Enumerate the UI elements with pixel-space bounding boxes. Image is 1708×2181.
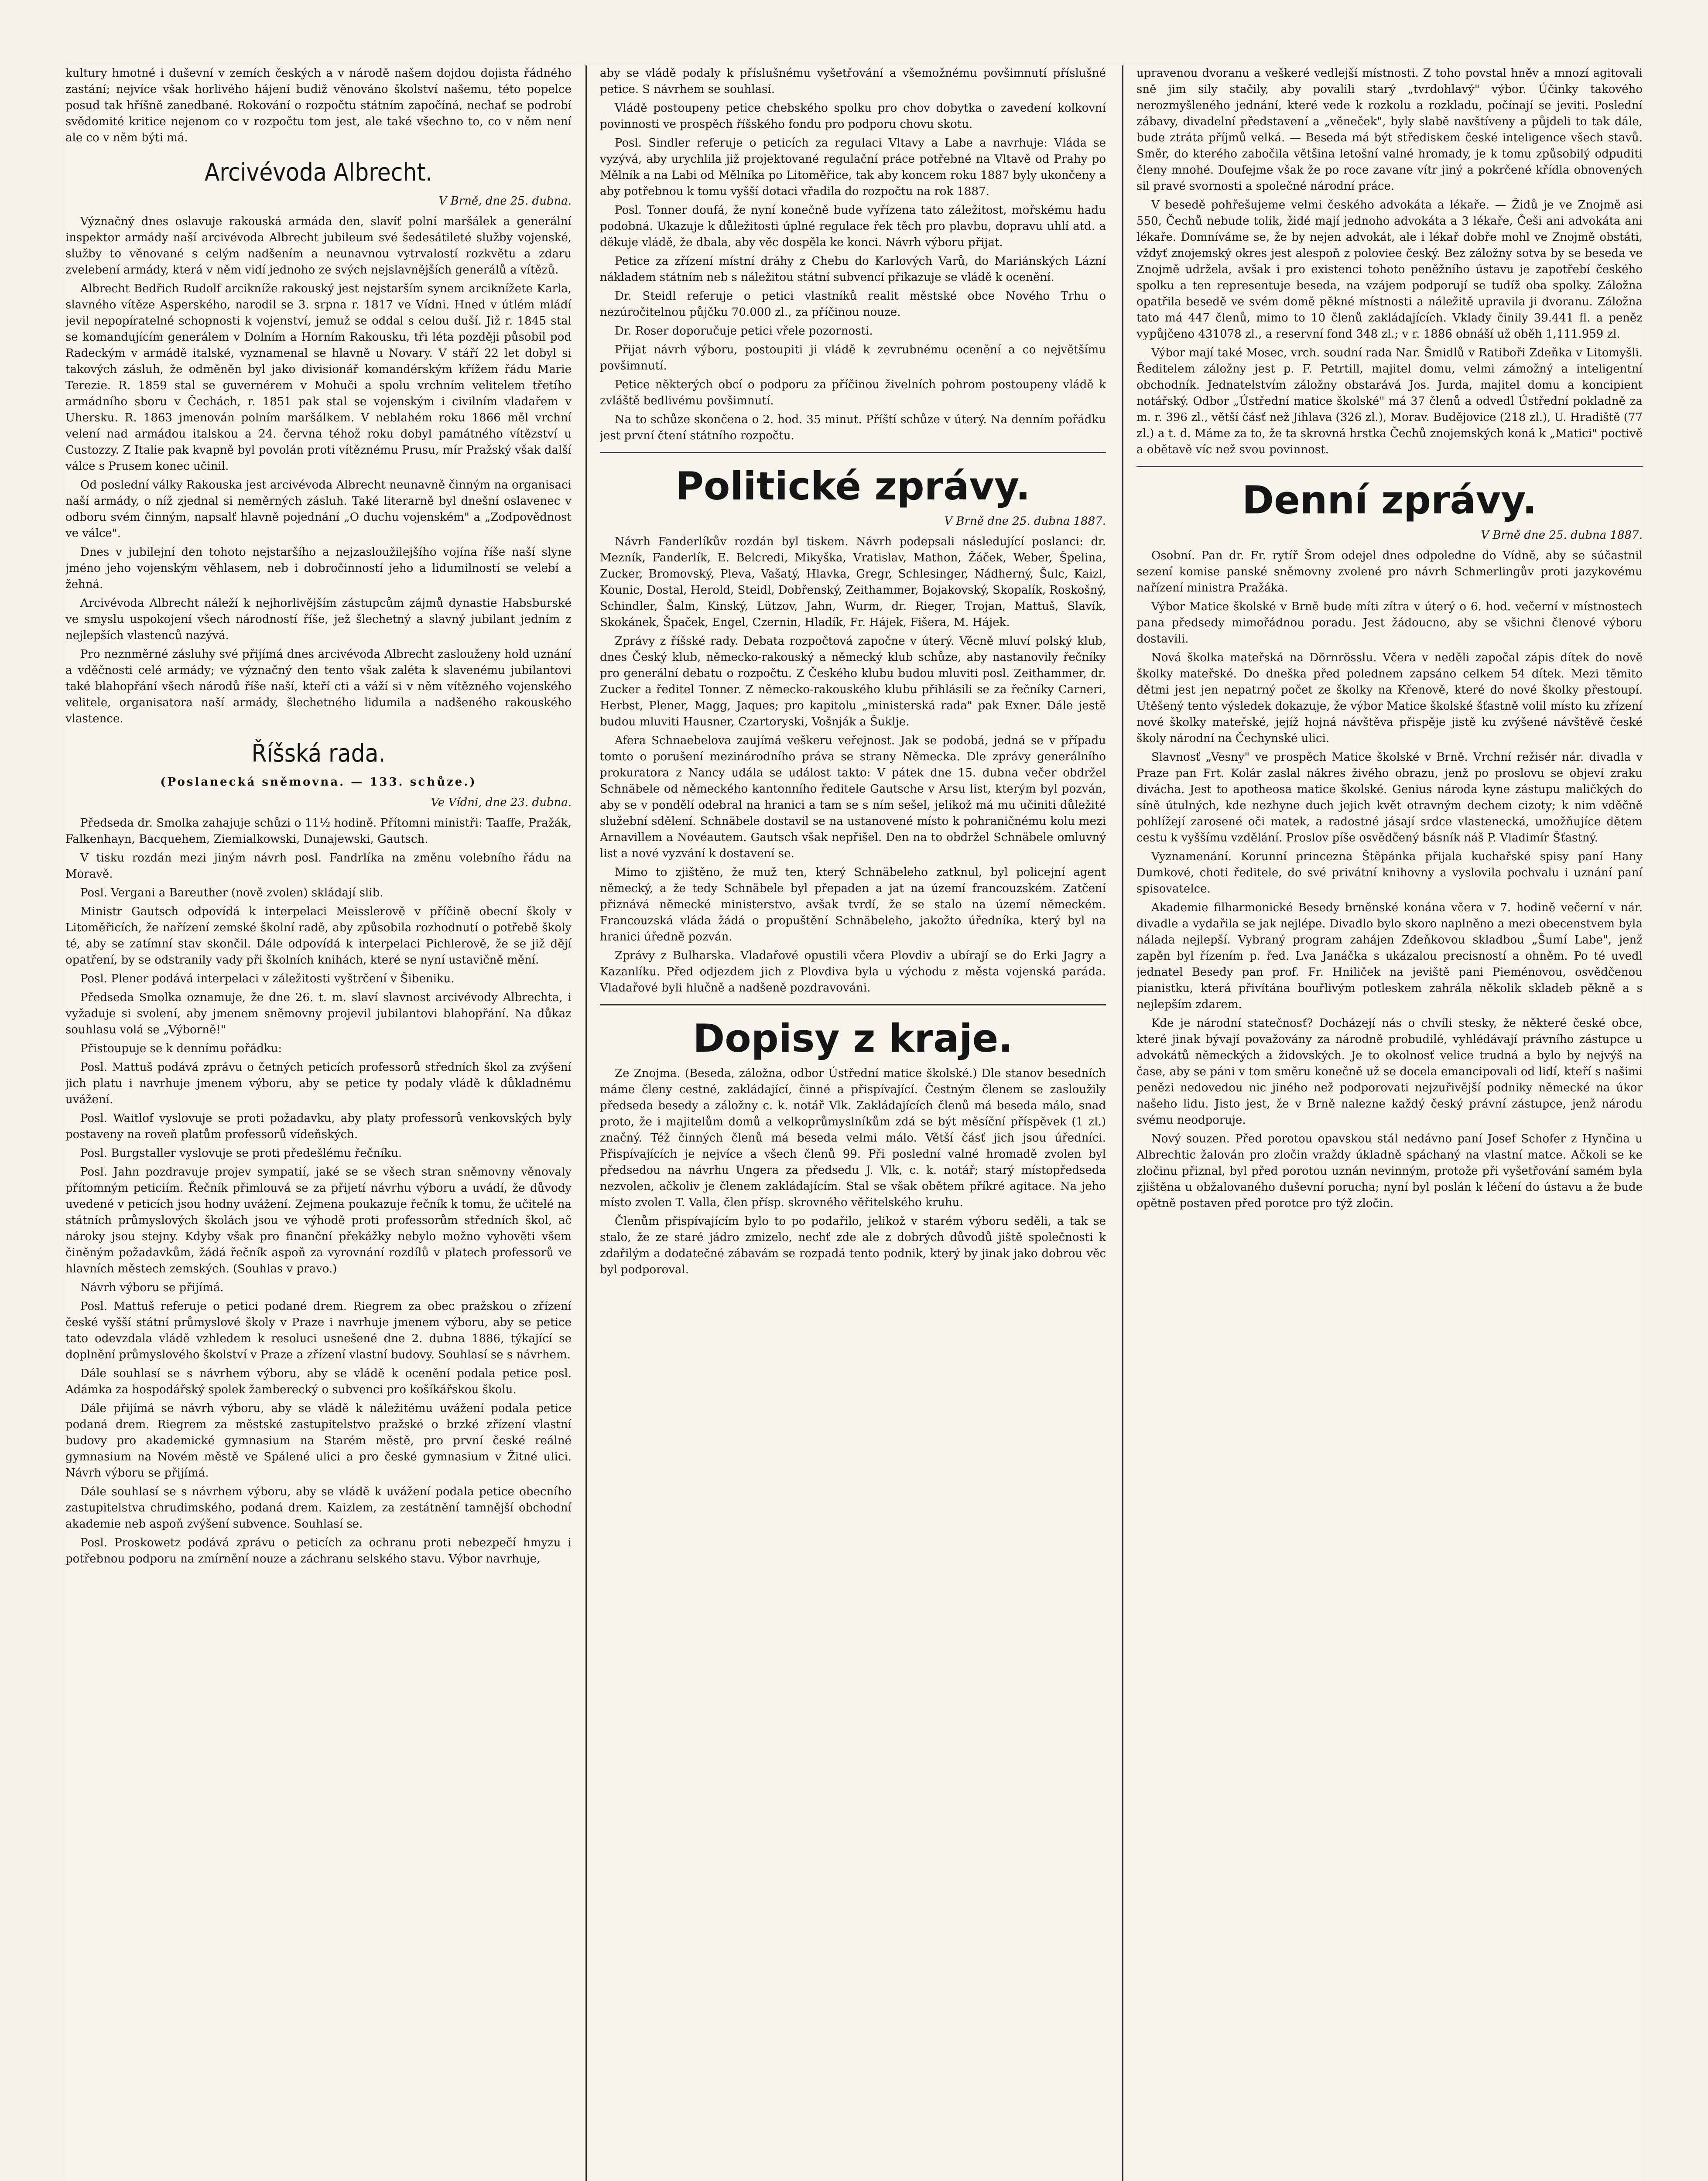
- paragraph: Přistoupuje se k dennímu pořádku:: [80, 1042, 282, 1055]
- paragraph: Návrh výboru se přijímá.: [80, 1281, 224, 1294]
- paragraph: aby se vládě podaly k příslušnému vyšetřování a všemožnému povšimnutí příslušné petice. S návrhem se souhlasí.: [600, 67, 1106, 96]
- paragraph: Posl. Vergani a Bareuther (nově zvolen) skládají slib.: [80, 886, 383, 899]
- paragraph: Posl. Tonner doufá, že nyní konečně bude vyřízena tato záležitost, mořskému hadu podobná. Ukazuje k důležitosti úplné regulace řek těch pro plavbu, dopravu uhlí atd. a děkuje vládě, že dbala, aby věc dospěla ke konci. Návrh výboru přijat.: [600, 204, 1106, 249]
- paragraph: Dále přijímá se návrh výboru, aby se vládě k náležitému uvážení podala petice podaná drem. Riegrem za městské zastupitelstvo pražské o brzké zřízení vlastní budovy pro akademické gymnasium na Starém městě, pro první české reálné gymnasium na Novém městě ve Spálené ulici a pro české gymnasium v Žitné ulici. Návrh výboru se přijímá.: [65, 1402, 572, 1480]
- column-rule: [1122, 65, 1123, 2181]
- paragraph: Od poslední války Rakouska jest arcivévoda Albrecht neunavně činným na organisaci naší armády, o níž zjednal si neměrných zásluh. Také literarně byl dnešní oslavenec v odboru svém činným, napsalť hlavně pojednání „O duchu vojenském" a „Zodpovědnost ve válce".: [65, 479, 572, 540]
- paragraph: Vládě postoupeny petice chebského spolku pro chov dobytka o zavedení kolkovní povinnosti ve prospěch říšského fondu pro podporu chovu skotu.: [600, 102, 1106, 131]
- left-column: [65, 65, 572, 2181]
- paragraph: Posl. Proskowetz podává zprávu o peticích za ochranu proti nebezpečí hmyzu i potřebnou podporu na zmírnění nouze a záchranu selského stavu. Výbor navrhuje,: [65, 1536, 572, 1566]
- section-divider: [1136, 466, 1643, 467]
- paragraph: V tisku rozdán mezi jiným návrh posl. Fandrlíka na změnu volebního řádu na Moravě.: [65, 851, 572, 881]
- right-column: [1136, 65, 1643, 2181]
- paragraph: Dále souhlasí se s návrhem výboru, aby se vládě k ocenění podala petice posl. Adámka za hospodářský spolek žamberecký o subvenci pro košíkářskou školu.: [65, 1367, 572, 1396]
- column-rule: [585, 65, 587, 2181]
- paragraph: Mimo to zjištěno, že muž ten, který Schnäbeleho zatknul, byl policejní agent německý, a že tedy Schnäbele byl přepaden a jat na území francouzském. Zatčení přiznává německé ministerstvo, avšak tvrdí, že se stalo na území německém. Francouzská vláda žádá o propuštění Schnäbeleho, jakožto úředníka, který byl na hranici úředně pozván.: [600, 866, 1106, 944]
- dateline: V Brně dne 25. dubna 1887.: [944, 515, 1106, 528]
- paragraph: Posl. Waitlof vyslovuje se proti požadavku, aby platy professorů venkovských byly postaveny na roveň platům professorů vídeňských.: [65, 1112, 572, 1141]
- newspaper-page: [65, 65, 1643, 2181]
- paragraph: Vyznamenání. Korunní princezna Štěpánka přijala kuchařské spisy paní Hany Dumkové, choti ředitele, do své privátní knihovny a vyslovila pochvalu i uznání paní spisovatelce.: [1136, 850, 1643, 896]
- paragraph: Pro neznměrné zásluhy své přijímá dnes arcivévoda Albrecht zaslouženy hold uznání a vděčnosti celé armády; ve význačný den tento však zaléta k slavenému jubilantovi také blahopřání všech národů říše naší, kteří cti a váží si v něm vítězného vojenského velitele, organisatora naší armády, šlechetného lidumila a nadšeného rakouského vlastence.: [65, 648, 572, 725]
- article-continuation: kultury hmotné i duševní v zemích českých a v národě našem dojdou dojista řádného zastání; nejvíce však horlivého hájení budiž věnováno školství našemu, této popelce posud tak hříšně zanedbané. Rokování o rozpočtu státním započíná, nechať se podrobí svědomité kritice nejenom co v rozpočtu tom jest, ale také všechno to, co v něm není ale co v něm býti má.: [65, 67, 572, 144]
- paragraph: Posl. Plener podává interpelaci v záležitosti vyštrčení v Šibeniku.: [80, 972, 455, 985]
- paragraph: Kde je národní statečnosť? Docházejí nás o chvíli stesky, že některé české obce, které jinak bývají považovány za národně probudilé, vyhlédávají právního zástupce u advokátů německých a židovských. Je to okolnosť velice trudná a bylo by nejvýš na čase, aby se páni v tom směru konečně už se docela emancipovali od lidí, kteří s našimi penězi nedovedou nic jiného než podporovati nejzuřivější podniky německé na úkor našeho lidu. Jisto jest, že v Brně nalezne každý český právní zástupce, jenž národu svému neodporuje.: [1136, 1017, 1643, 1127]
- paragraph: Afera Schnaebelova zaujímá veškeru veřejnost. Jak se podobá, jedná se v případu tomto o porušení mezinárodního práva se strany Německa. Dle zprávy generálního prokuratora z Nancy udála se událost takto: V pátek dne 15. dubna večer obdržel Schnäbele od německého kantonního ředitele Gautsche v Arsu list, kterým byl pozván, aby se v pondělí odebral na hranici a tam se s ním sešel, jelikož má mu učiniti důležité služební sdělení. Schnäbele dostavil se na ustanovené místo k pohraničnému kolu mezi Arnavillem a Novéautem. Gautsch však nepřišel. Den na to obdržel Schnäbele omluvný list a nové vyzvání k dostavení se.: [600, 734, 1106, 860]
- section-divider: [600, 452, 1106, 453]
- dateline: V Brně, dne 25. dubna.: [438, 195, 572, 208]
- paragraph: Arcivévoda Albrecht náleží k nejhorlivějším zástupcům zájmů dynastie Habsburské ve smyslu uspokojení všech národností říše, jež šlechetný a slavný jubilant jedním z nejlepších vlastenců nazývá.: [65, 597, 572, 642]
- article-subtitle: (Poslanecká sněmovna. — 133. schůze.): [160, 776, 477, 789]
- paragraph: Dr. Steidl referuje o petici vlastníků realit městské obce Nového Trhu o nezúročitelnou půjčku 70.000 zl., za příčinou nouze.: [600, 290, 1106, 319]
- paragraph: Slavnosť „Vesny" ve prospěch Matice školské v Brně. Vrchní režisér nár. divadla v Praze pan Frt. Kolár zaslal nákres živého obrazu, jenž po proslovu se objeví zraku divácha. Jest to apotheosa matice školské. Genius národa kyne zástupu maličkých do síně útulných, kde nezhyne duch jejich květ otravným dechem cizoty; k nim vděčně pohlížejí zarosené oči matek, a radostné jásají srdce vlastenecká, umožňujíce dětem cestu k vyššímu vzdělání. Proslov píše osvědčený básník náš P. Vladimír Šťastný.: [1136, 751, 1643, 844]
- article-title: Arcivévoda Albrecht.: [204, 158, 433, 187]
- paragraph: Osobní. Pan dr. Fr. rytíř Šrom odejel dnes odpoledne do Vídně, aby se súčastnil sezení komise panské sněmovny zvolené pro návrh Schmerlingův proti jazykovému nařízení ministra Pražáka.: [1136, 549, 1643, 595]
- paragraph: Ministr Gautsch odpovídá k interpelaci Meisslerově v příčině obecní školy v Litoměřicích, že nařízení zemské školní radě, aby způsobila rozhodnutí o potřebě školy té, aby se zatímní stav skončil. Dále odpovídá k interpelaci Pichlerově, že se již dějí opatření, by se odstranily vady při školních knihách, které se nyní ustavičně mění.: [65, 905, 572, 967]
- paragraph: Dnes v jubilejní den tohoto nejstaršího a nejzasloužilejšího vojína říše naší slyne jméno jeho vojenským věhlasem, neb i dobročinností jeho a lidumilností se velebí a žehná.: [65, 546, 572, 591]
- paragraph: Členům přispívajícím bylo to po podařilo, jelikož v starém výboru seděli, a tak se stalo, že ze staré jádro zmizelo, nechť zde ale z dobrých důvodů jiště společnosti k zdařilým a dodatečné zábavám se rozpadá tento podnik, který by jinak jako dobrou věc byl podporoval.: [600, 1215, 1106, 1276]
- paragraph: Návrh Fanderlíkův rozdán byl tiskem. Návrh podepsali následující poslanci: dr. Mezník, Fanderlík, E. Belcredi, Mikyška, Vratislav, Mathon, Žáček, Weber, Špelina, Zucker, Bromovský, Pleva, Vašatý, Hlavka, Gregr, Schlesinger, Nádherný, Šulc, Kaizl, Kounic, Dostal, Herold, Steidl, Dobřenský, Zeithammer, Bojakovský, Skopalík, Roskošný, Schindler, Šalm, Kinský, Lützov, Jahn, Wurm, dr. Rieger, Trojan, Mattuš, Slavík, Skokánek, Špaček, Engel, Czernin, Hladík, Fr. Hájek, Fišera, M. Hájek.: [600, 535, 1106, 629]
- paragraph: Posl. Mattuš podává zprávu o četných peticích professorů středních škol za zvýšení jich platu i navrhuje jmenem výboru, aby se petice ty podaly vládě k důkladnému uvážení.: [65, 1061, 572, 1106]
- section-divider: [600, 1004, 1106, 1005]
- section-title: Dopisy z kraje.: [693, 1016, 1013, 1061]
- section-title: Politické zprávy.: [675, 464, 1030, 509]
- paragraph: Dr. Roser doporučuje petici vřele pozornosti.: [615, 325, 873, 338]
- paragraph: Význačný dnes oslavuje rakouská armáda den, slavíť polní maršálek a generální inspektor armády naší arcivévoda Albrecht jubileum své šedesátileté služby vojenské, služby to věnované s celým nadšením a neunavnou vytrvalostí rozkvětu a zdaru zvelebení armády, která v něm vidí jednoho ze svých nejslavnějších generálů a vítězů.: [65, 215, 572, 277]
- dateline: Ve Vídni, dne 23. dubna.: [431, 796, 572, 809]
- paragraph: Zprávy z říšské rady. Debata rozpočtová započne v úterý. Věcně mluví polský klub, dnes Český klub, německo-rakouský a německý klub schůze, aby nastanovily řečníky pro generální debatu o rozpočtu. Z Českého klubu budou mluviti posl. Zeithammer, dr. Zucker a ředitel Tonner. Z německo-rakouského klubu přihlásili se za řečníky Carneri, Herbst, Plener, Magg, Jaques; pro kapitolu „ministerská rada" pak Exner. Dále jestě budou mluviti Hausner, Czartoryski, Vošnják a Šuklje.: [600, 635, 1106, 728]
- paragraph: Výbor Matice školské v Brně bude míti zítra v úterý o 6. hod. večerní v místnostech pana předsedy mimořádnou poradu. Jest žádoucno, aby se všichni členové výboru dostavili.: [1136, 600, 1643, 646]
- article-title: Říšská rada.: [251, 739, 386, 768]
- paragraph: Akademie filharmonické Besedy brněnské konána včera v 7. hodině večerní v nár. divadle a vydařila se jak nejlépe. Divadlo bylo skoro naplněno a mezi obecenstvem byla nálada nejlepší. Vybraný program zahájen Zdeňkovou skladbou „Šumí Labe", jenž zapěn byl řízením p. řed. Lva Janáčka s ukázalou precisností a ohněm. Po té uvedl jednatel Besedy pan prof. Fr. Hniliček na jeviště pani Pieménovou, osvědčenou pianistku, která přivítána bouřlivým potleskem zahrála několik skladeb pěkně a s nejlepším zdarem.: [1136, 901, 1643, 1011]
- paragraph: Přijat návrh výboru, postoupiti ji vládě k zevrubnému ocenění a co největšímu povšimnutí.: [600, 343, 1106, 373]
- paragraph: Petice některých obcí o podporu za příčinou živelních pohrom postoupeny vládě k zvláště bedlivému povšimnutí.: [600, 378, 1106, 407]
- paragraph: Nový souzen. Před porotou opavskou stál nedávno paní Josef Schofer z Hynčina u Albrechtic žalován pro zločin vraždy úkladně spáchaný na vlastní matce. Ačkoli se ke zločinu přiznal, byl před porotou uznán nevinným, protože při vyšetřování samém byla zjištěna u obžalovaného duševní porucha; nyní byl poslán k léčení do ústavu a že bude opětně postaven před porotce pro týž zločin.: [1136, 1132, 1643, 1210]
- middle-column: [600, 65, 1106, 2181]
- section-title: Denní zprávy.: [1242, 478, 1537, 523]
- paragraph: Posl. Burgstaller vyslovuje se proti předešlému řečníku.: [80, 1147, 402, 1160]
- paragraph: Předseda dr. Smolka zahajuje schůzi o 11½ hodině. Přítomni ministři: Taaffe, Pražák, Falkenhayn, Bacquehem, Ziemialkowski, Dunajewski, Gautsch.: [65, 817, 572, 846]
- paragraph: Posl. Mattuš referuje o petici podané drem. Riegrem za obec pražskou o zřízení české vyšší státní průmyslové školy v Praze i navrhuje jmenem výboru, aby se petice tato odevzdala vládě vzhledem k resoluci usnešené dne 2. dubna 1886, týkající se doplnění průmyslového školství v Praze a zřízení vlastní budovy. Souhlasí se s návrhem.: [65, 1300, 572, 1361]
- paragraph: V besedě pohřešujeme velmi českého advokáta a lékaře. — Židů je ve Znojmě asi 550, Čechů nebude tolik, židé mají jednoho advokáta a 3 lékaře, Češi ani advokáta ani lékaře. Domníváme se, že by nejen advokát, ale i lékař dobře mohl ve Znojmě obstáti, vždyť znojemský okres jest alespoň z poloviee český. Bez záložny sotva by se beseda ve Znojmě udržela, avšak i pro existenci tohoto peněžního ústavu je zapotřebí českého spolku a ten representuje beseda, na vzájem podporují se tudíž oba spolky. Záložna opatřila besedě ve svém domě pěkné místnosti a náležitě upravila ji dvoranu. Záložna tato má 447 členů, mimo to 10 členů zakládajících. Vklady činily 39.441 fl. a peněz vypůjčeno 431078 zl., a reservní fond 348 zl.; v r. 1886 obnáší už oběh 1,111.959 zl.: [1136, 198, 1643, 341]
- paragraph: Předseda Smolka oznamuje, že dne 26. t. m. slaví slavnost arcivévody Albrechta, i vyžaduje si svolení, aby jmenem sněmovny projevil jubilantovi blahopřání. Na důkaz souhlasu volá se „Výborně!": [65, 991, 572, 1036]
- paragraph: Posl. Sindler referuje o peticích za regulaci Vltavy a Labe a navrhuje: Vláda se vyzývá, aby urychlila již projektované regulační práce potřebné na Vltavě od Prahy po Mělník a na Labi od Mělníka po Litoměřice, tak aby koncem roku 1887 byly ukončeny a aby potřebnou k tomu vyšší dotaci vřadila do rozpočtu na rok 1887.: [600, 137, 1106, 198]
- paragraph: Zprávy z Bulharska. Vladařové opustili včera Plovdiv a ubírají se do Erki Jagry a Kazanlíku. Před odjezdem jich z Plovdiva byla u východu z města vojenská paráda. Vladařové byli hlučně a nadšeně pozdravováni.: [600, 949, 1106, 995]
- paragraph: Posl. Jahn pozdravuje projev sympatií, jaké se se všech stran sněmovny věnovaly přítomným peticiím. Řečník přimlouvá se za přijetí návrhu výboru a uvádí, že důvody uvedené v peticích jsou hodny uvážení. Zejmena poukazuje řečník k tomu, že učitelé na státních průmyslových školách jsou ve výhodě proti professorům středních škol, ač nároky jsou stejny. Kdyby však pro finanční překážky nebylo možno vyhověti všem činěným požadavkům, žádá řečník aspoň za vyrovnání rozdílů v platech professorů ve hlavních městech zemských. (Souhlas v pravo.): [65, 1166, 572, 1275]
- paragraph: Na to schůze skončena o 2. hod. 35 minut. Příští schůze v úterý. Na denním pořádku jest první čtení státního rozpočtu.: [600, 413, 1106, 442]
- paragraph: Dále souhlasí se s návrhem výboru, aby se vládě k uvážení podala petice obecního zastupitelstva chrudimského, podaná drem. Kaizlem, za zestátnění tamnější obchodní akademie neb aspoň zvýšení subvence. Souhlasí se.: [65, 1485, 572, 1531]
- paragraph: upravenou dvoranu a veškeré vedlejší místnosti. Z toho povstal hněv a mnozí agitovali sně jim sily stačily, aby povalili starý „tvrdohlavý" výbor. Účinky takového nerozmyšleného jednání, které vede k rozkolu a rozkladu, počínají se jeviti. Poslední zábavy, divadelní představení a „věneček", byly slabě navštíveny a půjdeli to tak dále, bude ztráta příjmů velká. — Beseda má být střediskem české inteligence všech stavů. Směr, do kterého zabočila většina letošní valné hromady, je k tomu způsobilý odpuditi členy mnohé. Doufejme však že po roce zavane vítr jiný a pokrčené křídla obnovených sil pravé svornosti a společné národní práce.: [1136, 67, 1643, 193]
- paragraph: Ze Znojma. (Beseda, záložna, odbor Ústřední matice školské.) Dle stanov besedních máme členy cestné, zakládající, činné a přispívající. Čestným členem se zasloužily předseda besedy a záložny c. k. notář Vlk. Zakládajících členů má beseda málo, snad proto, že i majitelům domů a velkoprůmyslníkům zdá se být měsíční příspěvek (1 zl.) značný. Též činných členů má beseda velmi málo. Větší čásť jich jsou úředníci. Přispívajících je nejvíce a všech členů 99. Při poslední valné hromadě zvolen byl předsedou na návrhu Ungera za předsedu J. Vlk, c. k. notář; starý místopředseda nezvolen, ačkoliv je členem zakládajícím. Stal se však obětem příkré agitace. Na jeho místo zvolen T. Valla, člen přísp. skrovného věřitelského kruhu.: [600, 1067, 1106, 1209]
- dateline: V Brně dne 25. dubna 1887.: [1481, 529, 1643, 542]
- paragraph: Albrecht Bedřich Rudolf arcikníže rakouský jest nejstarším synem arciknížete Karla, slavného vítěze Asperského, narodil se 3. srpna r. 1817 ve Vídni. Hned v útlém mládí jevil nepopíratelné schopnosti k vojenství, jemuž se oddal s celou duší. Již r. 1845 stal se komandujícím generálem v Dolním a Horním Rakousku, tři léta později působil pod Radeckým v armádě italské, vyznamenal se hlavně u Novary. V stáří 22 let dobyl si takových zásluh, že odměněn byl jako divisionář komandérským křížem řádu Marie Terezie. R. 1859 stal se guvernérem v Mohuči a spolu vrchním velitelem třetího armádního sboru v Čechách, r. 1851 pak stal se vojenským i civilním vladařem v Uhersku. R. 1863 jmenován polním maršálkem. V neblahém roku 1866 měl vrchní velení nad armádou italskou a 24. června téhož roku dobyl památného vítězství u Custozzy. Z Italie pak kvapně byl povolán proti vítěznému Prusu, mír Pražský však další válce s Prusem konec učinil.: [65, 282, 572, 473]
- paragraph: Nová školka mateřská na Dörnrösslu. Včera v neděli započal zápis dítek do nově školky mateřské. Do dneška před polednem zapsáno celkem 54 dítek. Mezi těmito dětmi jest jen nepatrný počet ze školky na Křenově, které do nové školky přestoupí. Utěšený tento výsledek dokazuje, že výbor Matice školské šťastně volil místo ku zřízení nové školky mateřské, jejíž hojná návštěva přispěje jistě ku zvýšené návštěvě české školy národní na Čechynské ulici.: [1136, 651, 1643, 745]
- paragraph: Výbor mají také Mosec, vrch. soudní rada Nar. Šmidlů v Ratiboři Zdeňka v Litomyšli. Ředitelem záložny jest p. F. Petrtill, majitel domu, velmi zámožný a inteligentní obchodník. Jednatelstvím záložny obstarává Jos. Jurda, majitel domu a koncipient notářský. Odbor „Ústřední matice školské" má 37 členů a odvedl Ústřední pokladně za m. r. 396 zl., větší čásť než Jihlava (326 zl.), Morav. Budějovice (218 zl.), U. Hradiště (77 zl.) a t. d. Máme za to, že ta skrovná hrstka Čechů znojemských koná k „Matici" poctivě a obětavě víc než svou povinnost.: [1136, 346, 1643, 456]
- paragraph: Petice za zřízení místní dráhy z Chebu do Karlových Varů, do Mariánských Lázní nákladem státním neb s náležitou státní subvencí přikazuje se vládě k ocenění.: [600, 255, 1106, 284]
